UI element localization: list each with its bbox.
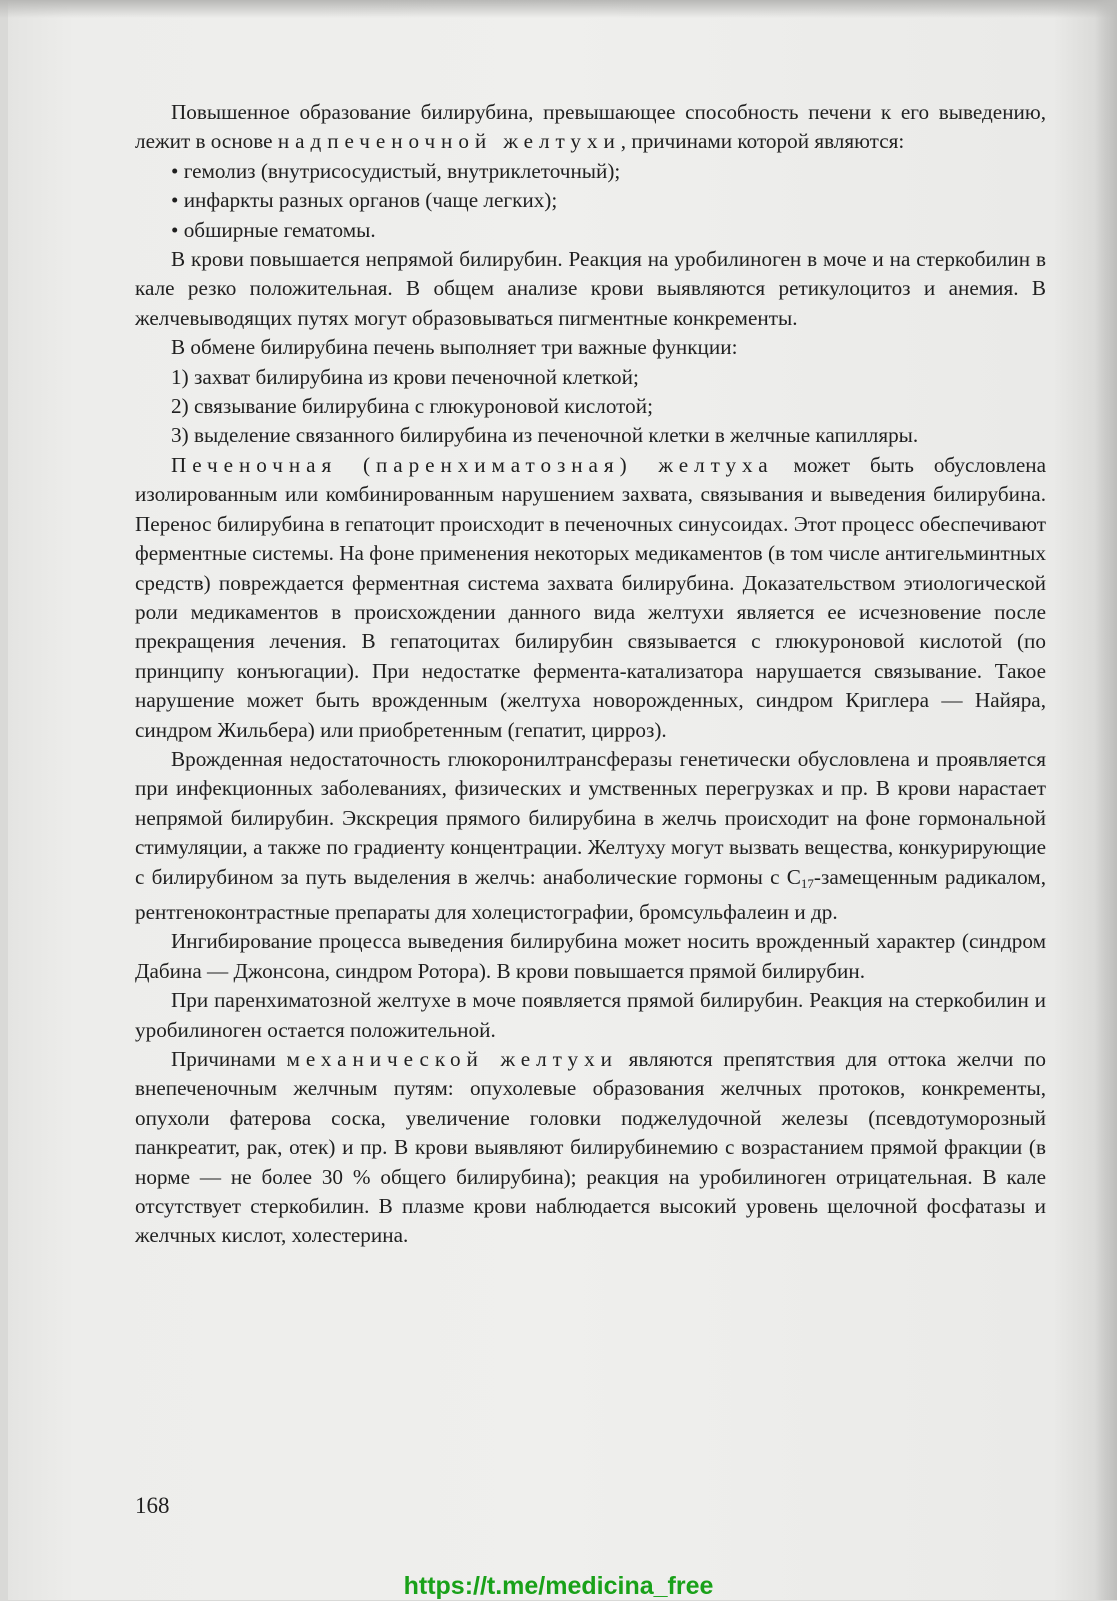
paragraph-congenital-deficiency: Врожденная недостаточность глюкоронилтрансферазы генетически обусловлена и проявляется при инфекционных заболеваниях, физических и умственных перегрузках и пр. В крови нарастает непрямой билирубин. Экскреция прямого билирубина в желчь происходит на фоне гормональной стимуляции, а также по градиенту концентрации. Желтуху могут вызвать вещества, конкурирующие с билирубином за путь выделения в желчь: анаболические гормоны с $С_{17}$-замещенным радикалом, рентгеноконтрастные препараты для холецистографии, бромсульфалеин и др. <box>135 746 1046 924</box>
page-right-edge-shadow <box>1095 0 1117 1600</box>
subscript: 17 <box>800 875 814 891</box>
paragraph: В крови повышается непрямой билирубин. Реакция на уробилиноген в моче и на стеркобилин в кале резко положительная. В общем анализе крови выявляются ретикулоцитоз и анемия. В желчевыводящих путях могут образовываться пигментные конкременты. <box>135 247 1046 330</box>
numbered-item: 2) связывание билирубина с глюкуроновой кислотой; <box>171 394 653 419</box>
body-text <box>135 98 1046 1251</box>
paragraph-prehepatic-intro: Повышенное образование билирубина, превышающее способность печени к его выведению, лежит в основе надпеченочной желтухи, причинами которой являются: <box>135 100 1046 154</box>
paragraph: При паренхиматозной желтухе в моче появляется прямой билирубин. Реакция на стеркобилин и уробилиноген остается положительной. <box>135 988 1046 1042</box>
paragraph-hepatic-jaundice: Печеночная (паренхиматозная) желтуха может быть обусловлена изолированным или комбинированным нарушением захвата, связывания и выведения билирубина. Перенос билирубина в гепатоцит происходит в печеночных синусоидах. Этот процесс обеспечивают ферментные системы. На фоне применения некоторых медикаментов (в том числе антигельминтных средств) повреждается ферментная система захвата билирубина. Доказательством этиологической роли медикаментов в происхождении данного вида желтухи является ее исчезновение после прекращения лечения. В гепатоцитах билирубин связывается с глюкуроновой кислотой (по принципу конъюгации). При недостатке фермента-катализатора нарушается связывание. Такое нарушение может быть врожденным (желтуха новорожденных, синдром Криглера — Найяра, синдром Жильбера) или приобретенным (гепатит, цирроз). <box>135 452 1047 742</box>
numbered-item: 1) захват билирубина из крови печеночной клеткой; <box>171 364 639 389</box>
page-top-edge-shadow <box>0 0 1117 18</box>
paragraph-mechanical-jaundice: Причинами механической желтухи являются препятствия для оттока желчи по внепеченочным желчным путям: опухолевые образования желчных протоков, конкременты, опухоли фатерова соска, увеличение головки поджелудочной железы (псевдотуморозный панкреатит, рак, отек) и пр. В крови выявляют билирубинемию с возрастанием прямой фракции (в норме — не более 30 % общего билирубина); реакция на уробилиноген отрицательная. В кале отсутствует стеркобилин. В плазме крови наблюдается высокий уровень щелочной фосфатазы и желчных кислот, холестерина. <box>135 1047 1046 1248</box>
numbered-item: 3) выделение связанного билирубина из печеночной клетки в желчные капилляры. <box>171 423 919 448</box>
paragraph: В обмене билирубина печень выполняет три важные функции: <box>171 335 738 360</box>
term-mechanical-jaundice: механической желтухи <box>286 1047 618 1071</box>
watermark-link[interactable]: https://t.me/medicina_free <box>403 1572 714 1600</box>
list-item: • инфаркты разных органов (чаще легких); <box>171 188 558 213</box>
term-hepatic-jaundice: Печеночная (паренхиматозная) желтуха <box>171 452 774 477</box>
paragraph: Ингибирование процесса выведения билирубина может носить врожденный характер (синдром Дабина — Джонсона, синдром Ротора). В крови повышается прямой билирубин. <box>135 929 1046 983</box>
term-prehepatic-jaundice: надпеченочной желтухи <box>277 129 621 154</box>
list-item: • гемолиз (внутрисосудистый, внутриклеточный); <box>171 158 621 183</box>
page-number: 168 <box>135 1493 170 1518</box>
list-item: • обширные гематомы. <box>171 217 376 242</box>
